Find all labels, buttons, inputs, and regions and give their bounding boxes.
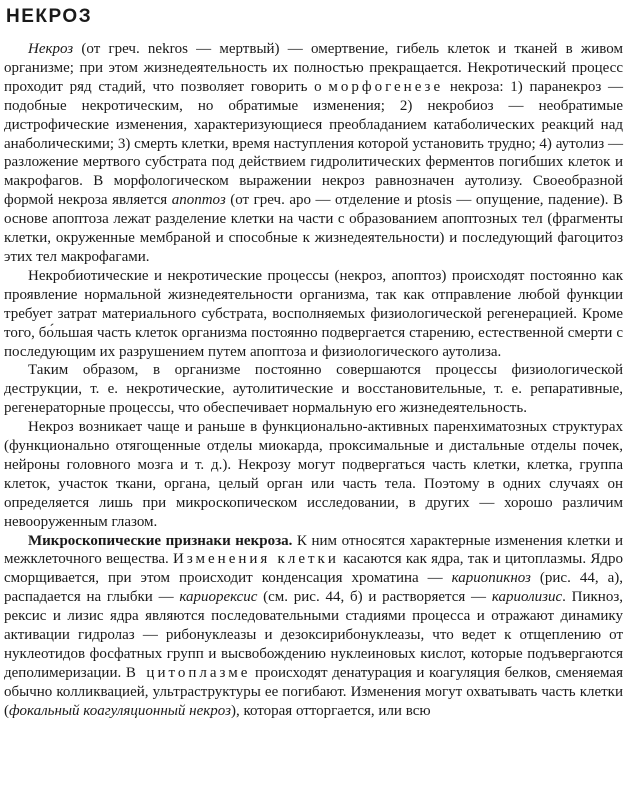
text-run: (от греч. apo — отделение и ptosis — опущение, падение). В основе апоптоза лежат разделение клетки на части с образованием апоптозных тел (фрагменты клетки, окруженные мембраной и способные к жизнедеятельности) и последующий фагоцитоз этих тел макрофагами. <box>4 192 623 265</box>
term-karyorrhexis: кариорексис <box>179 589 258 606</box>
text-run: некроза: 1) паранекроз — подобные некротическим, но обратимые изменения; 2) некробиоз — необратимые дистрофические изменения, характеризующиеся преобладанием катаболических реакций над анаболическими; 3) смерть клетки, время наступления которой установить трудно; 4) аутолиз — разложение мертвого субстрата под действием гидролитических ферментов погибших клеток и макрофагов. В морфологическом выражении некроз равнозначен аутолизу. Своеобразной формой некроза является <box>4 78 623 209</box>
text-run: ), которая отторгается, или всю <box>230 702 431 719</box>
term-cell-changes: Изменения клетки <box>172 551 339 568</box>
text-run: (рис. 44, а), распадается на глыбки — <box>4 570 623 606</box>
term-karyopyknosis: кариопикноз <box>451 570 531 587</box>
chapter-title: НЕКРОЗ <box>6 6 93 27</box>
term-in-cytoplasm: В цитоплазме <box>125 664 251 681</box>
paragraph-definition <box>4 40 623 267</box>
paragraph-microscopic-signs <box>4 532 623 721</box>
term-necrosis: Некроз <box>28 41 74 57</box>
paragraph-destruction: Таким образом, в организме постоянно совершаются процессы физиологической деструкции, т. е. некротические, аутолитические и восстановительные, т. е. репаративные, регенераторные процессы, что обеспечивает нормальную его жизнедеятельность. <box>4 362 623 417</box>
text-run: происходят денатурация и коагуляция белков, сменяемая обычно колликвацией, ультраструктуры ее погибают. Изменения могут охватывать часть клетки ( <box>4 664 623 719</box>
term-karyolysis: кариолизис <box>491 589 563 606</box>
paragraph-physiology: Некробиотические и некротические процессы (некроз, апоптоз) происходят постоянно как проявление нормальной жизнедеятельности организма, так как отправление любой функции требует затрат материального субстрата, восполняемых физиологической регенерацией. Кроме того, бо́льшая часть клеток организма постоянно подвергается старению, естественной смерти с последующим их разрушением путем апоптоза и физиологического аутолиза. <box>4 267 623 360</box>
term-focal-necrosis: фокальный коагуляционный некроз <box>9 702 231 719</box>
term-morphogenesis: морфогенезе <box>328 78 444 95</box>
term-apoptosis: апоптоз <box>171 192 226 209</box>
text-run: . Пикноз, рексис и лизис ядра являются последовательными стадиями процесса и отражают динамику активации гидролаз — рибонуклеазы и дезоксирибонуклеазы, что ведет к отщеплению от нуклеотидов фосфатных групп и высвобождению нуклеиновых кислот, которые подъвергаются деполимеризации. <box>4 589 623 681</box>
text-run: (от греч. nekros — мертвый) — омертвение, гибель клеток и тканей в живом организме; при этом жизнедеятельность их полностью прекращается. Некротический процесс проходит ряд стадий, что позволяет говорить о <box>4 41 623 95</box>
text-run: касаются как ядра, так и цитоплазмы. Ядро сморщивается, при этом происходит конденсация хроматина — <box>4 551 623 587</box>
section-heading-microscopic-signs: Микроскопические признаки некроза. <box>28 532 293 549</box>
text-run: К ним относятся характерные изменения клетки и межклеточного вещества. <box>4 532 623 568</box>
paragraph-occurrence: Некроз возникает чаще и раньше в функционально-активных паренхиматозных структурах (функционально отягощенные отделы миокарда, проксимальные и дистальные отделы почек, нейроны головного мозга и т. д.). Некрозу могут подвергаться часть клетки, клетка, группа клеток, участок ткани, органа, целый орган или часть тела. Поэтому в одних случаях он определяется лишь при микроскопическом исследовании, в других — хорошо различим невооруженным глазом. <box>4 419 623 530</box>
text-run: (см. рис. 44, б) и растворяется — <box>257 589 492 606</box>
